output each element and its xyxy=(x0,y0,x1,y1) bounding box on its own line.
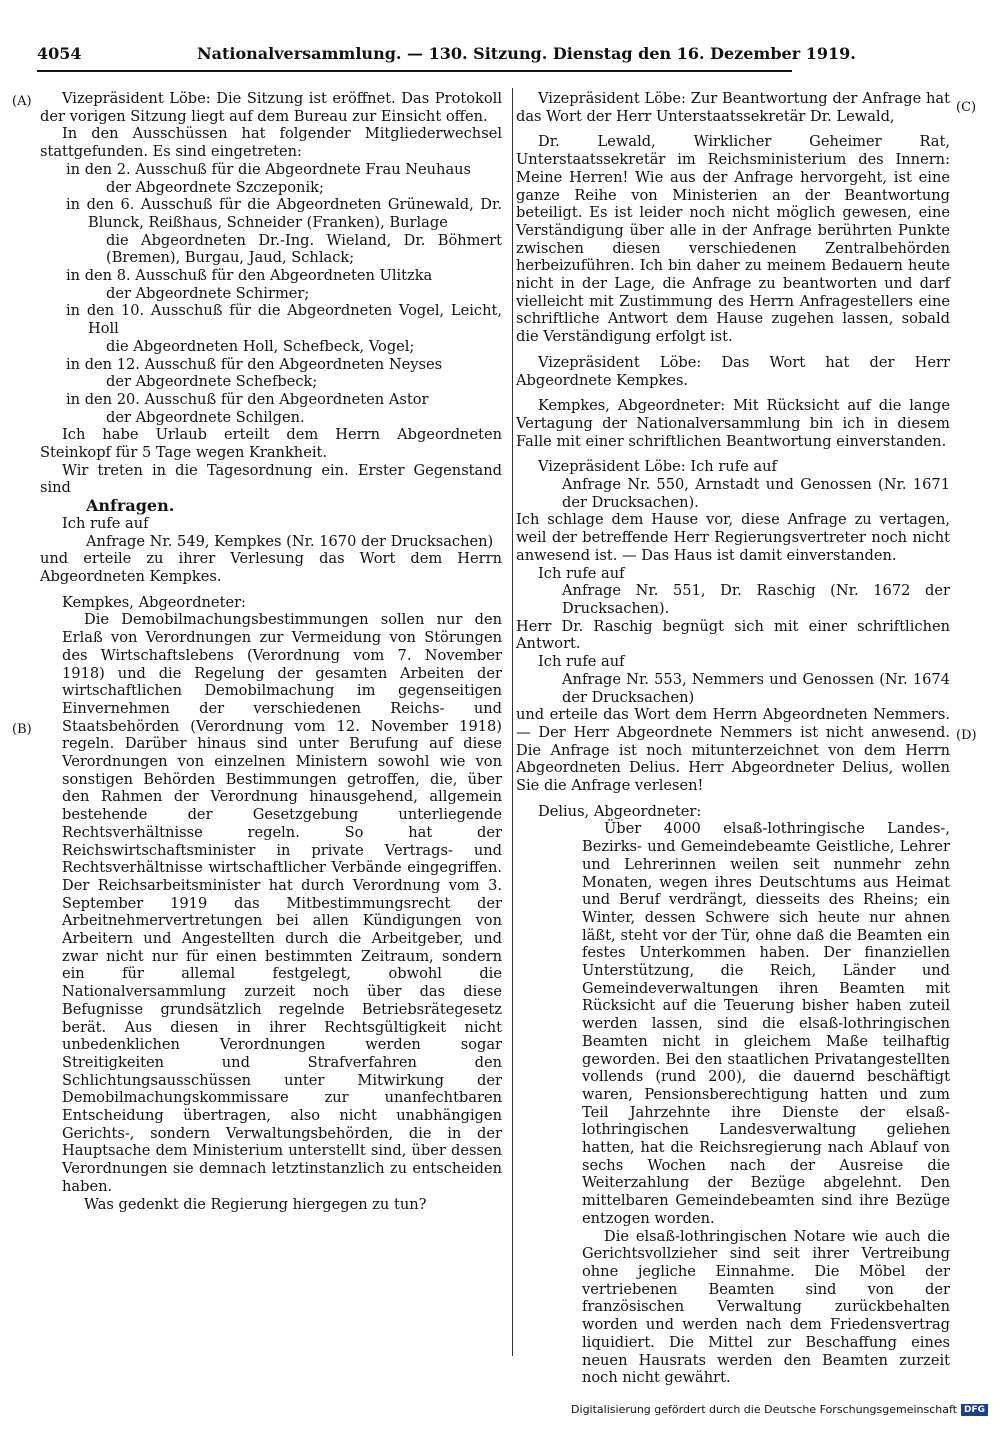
list-item: der Abgeordnete Schilgen. xyxy=(106,408,305,426)
footer-text: Digitalisierung gefördert durch die Deutsche Forschungsgemeinschaft xyxy=(571,1403,957,1416)
paragraph: Ich schlage dem Hause vor, diese Anfrage zu vertagen, weil der betreffende Herr Regierungsvertreter noch nicht anwesend ist. — Das Haus ist damit einverstanden. xyxy=(516,511,950,564)
list-item: in den 10. Ausschuß für die Abgeordneten Vogel, Leicht, Holl xyxy=(66,302,502,338)
speech-text: Kempkes, Abgeordneter: Mit Rücksicht auf die lange Vertagung der Nationalversammlung bin ich in diesem Falle mit einer schriftlichen Beantwortung einverstanden. xyxy=(516,397,950,450)
margin-mark-a: (A) xyxy=(12,94,32,109)
paragraph: Vizepräsident Löbe: Zur Beantwortung der Anfrage hat das Wort der Herr Unterstaatssekretär Dr. Lewald, xyxy=(516,90,950,125)
paragraph: Ich rufe auf xyxy=(538,653,625,671)
section-heading: Anfragen. xyxy=(86,496,175,516)
speech-question: Was gedenkt die Regierung hiergegen zu tun? xyxy=(84,1195,427,1213)
paragraph: Vizepräsident Löbe: Das Wort hat der Herr Abgeordnete Kempkes. xyxy=(516,353,950,389)
inquiry-reference: Anfrage Nr. 551, Dr. Raschig (Nr. 1672 der Drucksachen). xyxy=(562,582,950,617)
paragraph: Ich rufe auf xyxy=(62,514,149,532)
paragraph: und erteile das Wort dem Herrn Abgeordneten Nemmers. — Der Herr Abgeordnete Nemmers ist nicht anwesend. Die Anfrage ist noch mitunterzeichnet von dem Herrn Abgeordneten Delius. Herr Abgeordneter Delius, wollen Sie die Anfrage verlesen! xyxy=(516,706,950,795)
speech-text: Die Demobilmachungsbestimmungen sollen nur den Erlaß von Verordnungen zur Vermeidung von Störungen des Wirtschaftslebens (Verordnung vom 7. November 1918) und die Regelung der gesamten Arbeiten der wirtschaftlichen Demobilmachung im gegenseitigen Einvernehmen der verschiedenen Reichs- und Staatsbehörden (Verordnung vom 12. November 1918) regeln. Darüber hinaus sind unter Berufung auf diese Verordnungen von einzelnen Ministern sowohl wie von sonstigen Behörden Bestimmungen getroffen, die, über den Rahmen der Verordnung hinausgehend, allgemein bestehende der Gesetzgebung unterliegende Rechtsverhältnisse regeln. So hat der Reichswirtschaftsminister in private Vertrags- und Rechtsverhältnisse wirtschaftlicher Verbände eingegriffen. Der Reichsarbeitsminister hat durch Verordnung vom 3. September 1919 das Mitbestimmungsrecht der Arbeitnehmervertretungen bei allen Kündigungen von Arbeitern und Angestellten durch die Arbeitgeber, und zwar nicht nur für einen bestimmten Zeitraum, sondern ein für allemal festgelegt, obwohl die Nationalversammlung zurzeit noch über das diese Befugnisse grundsätzlich regelnde Betriebsrätegesetz berät. Aus diesen in ihrer Rechtsgültigkeit nicht unbedenklichen Verordnungen werden sogar Streitigkeiten und Strafverfahren den Schlichtungsausschüssen unter Mitwirkung der Demobilmachungskommissare zur unanfechtbaren Entscheidung übertragen, also nicht unabhängigen Gerichts-, sondern Verwaltungsbehörden, die in der Hauptsache dem Ministerium unterstellt sind, über dessen Verordnungen sie demnach letztinstanzlich zu entscheiden haben. xyxy=(62,611,502,1195)
dfg-logo: DFG xyxy=(961,1404,988,1416)
margin-mark-c: (C) xyxy=(956,100,977,115)
paragraph: und erteile zu ihrer Verlesung das Wort dem Herrn Abgeordneten Kempkes. xyxy=(40,550,502,585)
speech-text: Über 4000 elsaß-lothringische Landes-, Bezirks- und Gemeindebeamte Geistliche, Lehrer und Lehrerinnen weilen seit nunmehr zehn Monaten, wegen ihres Deutschtums aus Heimat und Beruf verdrängt, diesseits des Rheins; ein Winter, dessen Schwere sich heute nur ahnen läßt, steht vor der Tür, ohne daß die Beamten ein festes Unterkommen haben. Der finanziellen Unterstützung, die Reich, Länder und Gemeindeverwaltungen ihren Beamten mit Rücksicht auf die Teuerung bisher haben zuteil werden lassen, sind die elsaß-lothringischen Beamten nicht in gleichem Maße teilhaftig geworden. Bei den staatlichen Privatangestellten vollends (rund 200), die dauernd beschäftigt waren, Pensionsberechtigung hatten und zum Teil Jahrzehnte ihre Dienste der elsaß-lothringischen Landesverwaltung geliehen hatten, hat die Reichsregierung nach Ablauf von sechs Wochen nach der Ausreise die Weiterzahlung der Bezüge abgelehnt. Den mittelbaren Gemeindebeamten sind ihre Bezüge entzogen worden. xyxy=(582,820,950,1227)
list-item: in den 2. Ausschuß für die Abgeordnete Frau Neuhaus xyxy=(66,160,472,178)
inquiry-reference: Anfrage Nr. 549, Kempkes (Nr. 1670 der Drucksachen) xyxy=(86,532,494,550)
right-column xyxy=(516,90,950,1387)
paragraph: Ich habe Urlaub erteilt dem Herrn Abgeordneten Steinkopf für 5 Tage wegen Krankheit. xyxy=(40,426,502,462)
list-item: in den 8. Ausschuß für den Abgeordneten Ulitzka xyxy=(66,267,433,285)
header-rule xyxy=(37,70,792,72)
inquiry-reference: Anfrage Nr. 550, Arnstadt und Genossen (Nr. 1671 der Drucksachen). xyxy=(562,476,950,511)
list-item: der Abgeordnete Schirmer; xyxy=(106,284,310,302)
list-item: die Abgeordneten Holl, Schefbeck, Vogel; xyxy=(106,337,415,355)
column-divider xyxy=(512,88,513,1356)
list-item: in den 12. Ausschuß für den Abgeordneten Neyses xyxy=(66,355,443,373)
speaker-heading: Delius, Abgeordneter: xyxy=(538,802,702,820)
list-item: der Abgeordnete Schefbeck; xyxy=(106,373,318,391)
left-column xyxy=(40,90,502,1213)
inquiry-reference: Anfrage Nr. 553, Nemmers und Genossen (Nr. 1674 der Drucksachen) xyxy=(562,670,950,706)
paragraph: Vizepräsident Löbe: Ich rufe auf xyxy=(538,458,777,476)
speaker-heading: Kempkes, Abgeordneter: xyxy=(62,593,246,611)
page-number: 4054 xyxy=(37,44,82,63)
footer xyxy=(571,1403,988,1416)
paragraph: In den Ausschüssen hat folgender Mitgliederwechsel stattgefunden. Es sind eingetreten: xyxy=(40,125,502,161)
list-item: in den 20. Ausschuß für den Abgeordneten Astor xyxy=(66,390,429,408)
speech-text: Dr. Lewald, Wirklicher Geheimer Rat, Unterstaatssekretär im Reichsministerium des Innern: Meine Herren! Wie aus der Anfrage hervorgeht, ist eine ganze Reihe von Ministerien an der Beantwortung beteiligt. Es ist leider noch nicht möglich gewesen, eine Verständigung über alle in der Anfrage berührten Punkte zwischen diesen verschiedenen Zentralbehörden herbeizuführen. Ich bin daher zu meinem Bedauern heute nicht in der Lage, die Anfrage zu beantworten und darf vielleicht mit Zustimmung des Herrn Anfragestellers eine schriftliche Antwort dem Hause zugehen lassen, sobald die Verständigung erfolgt ist. xyxy=(516,133,950,346)
speech-text: Die elsaß-lothringischen Notare wie auch die Gerichtsvollzieher sind seit ihrer Vertreibung ohne jegliche Einnahme. Die Möbel der vertriebenen Beamten sind von der französischen Verwaltung zurückbehalten worden und werden nach dem Friedensvertrag liquidiert. Die Mittel zur Beschaffung eines neuen Hausrats werden den Beamten zurzeit noch nicht gewährt. xyxy=(582,1227,950,1387)
list-item: in den 6. Ausschuß für die Abgeordneten Grünewald, Dr. Blunck, Reißhaus, Schneider (Franken), Burlage xyxy=(66,196,502,231)
paragraph: Vizepräsident Löbe: Die Sitzung ist eröffnet. Das Protokoll der vorigen Sitzung liegt auf dem Bureau zur Einsicht offen. xyxy=(40,90,502,125)
page-title: Nationalversammlung. — 130. Sitzung. Dienstag den 16. Dezember 1919. xyxy=(197,44,856,63)
margin-mark-b: (B) xyxy=(12,722,32,737)
list-item: der Abgeordnete Szczeponik; xyxy=(106,178,324,196)
list-item: die Abgeordneten Dr.-Ing. Wieland, Dr. Böhmert (Bremen), Burgau, Jaud, Schlack; xyxy=(106,231,502,267)
paragraph: Herr Dr. Raschig begnügt sich mit einer schriftlichen Antwort. xyxy=(516,617,950,653)
paragraph: Wir treten in die Tagesordnung ein. Erster Gegenstand sind xyxy=(40,461,502,497)
paragraph: Ich rufe auf xyxy=(538,564,625,582)
margin-mark-d: (D) xyxy=(956,728,977,743)
